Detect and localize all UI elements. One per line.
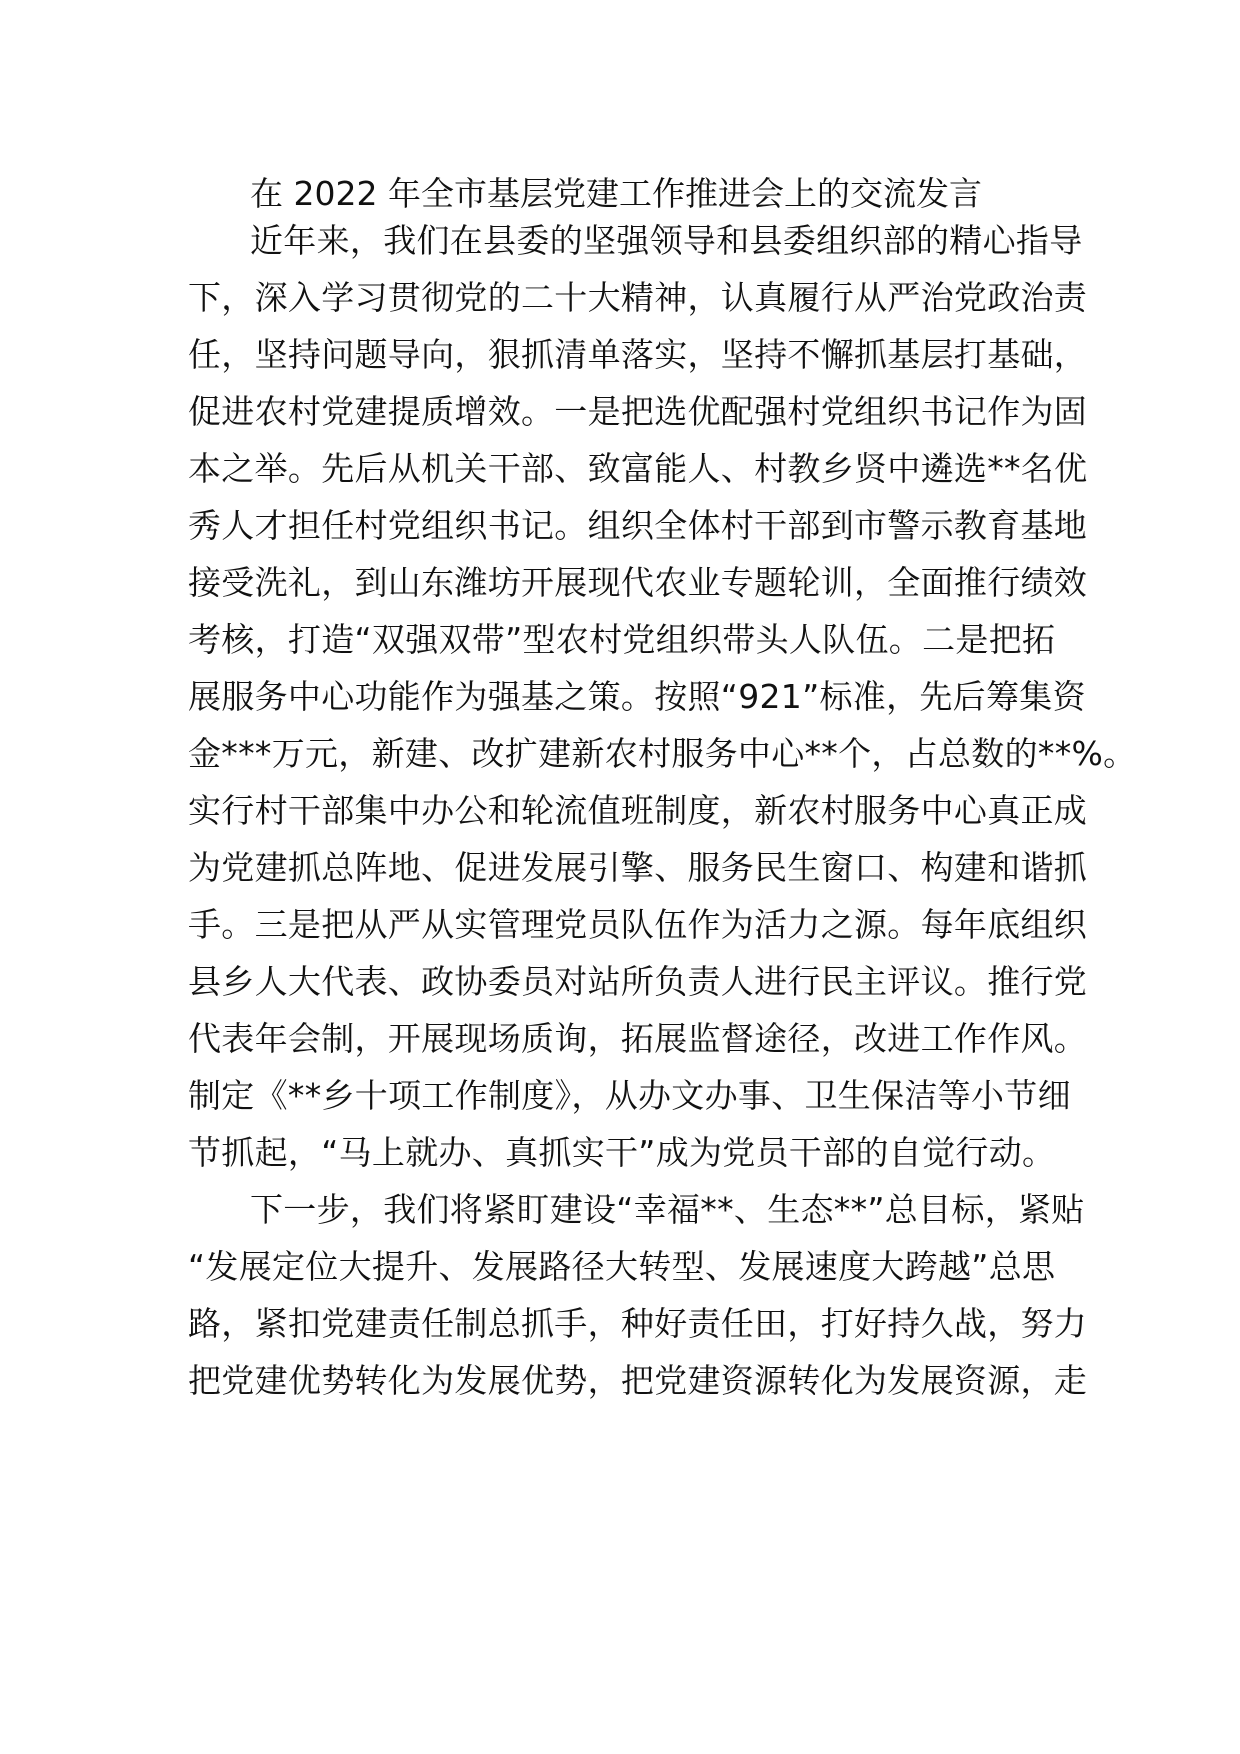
paragraph-1-line: 接受洗礼，到山东潍坊开展现代农业专题轮训，全面推行绩效	[188, 563, 1088, 602]
paragraph-1-line: 实行村干部集中办公和轮流值班制度，新农村服务中心真正成	[188, 791, 1088, 830]
paragraph-1-line: 近年来，我们在县委的坚强领导和县委组织部的精心指导	[250, 221, 1083, 260]
paragraph-2-line: 路，紧扣党建责任制总抓手，种好责任田，打好持久战，努力	[188, 1304, 1088, 1343]
paragraph-1-line: 金***万元，新建、改扩建新农村服务中心**个，占总数的**%。	[188, 734, 1137, 773]
paragraph-2-line: “发展定位大提升、发展路径大转型、发展速度大跨越”总思	[188, 1247, 1056, 1286]
paragraph-1-line: 促进农村党建提质增效。一是把选优配强村党组织书记作为固	[188, 392, 1088, 431]
paragraph-1-line: 制定《**乡十项工作制度》，从办文办事、卫生保洁等小节细	[188, 1076, 1071, 1115]
paragraph-1-line: 本之举。先后从机关干部、致富能人、村教乡贤中遴选**名优	[188, 449, 1088, 488]
paragraph-1-line: 秀人才担任村党组织书记。组织全体村干部到市警示教育基地	[188, 506, 1088, 545]
paragraph-1-line: 代表年会制，开展现场质询，拓展监督途径，改进工作作风。	[188, 1019, 1088, 1058]
paragraph-1-line: 为党建抓总阵地、促进发展引擎、服务民生窗口、构建和谐抓	[188, 848, 1088, 887]
paragraph-1-line: 县乡人大代表、政协委员对站所负责人进行民主评议。推行党	[188, 962, 1088, 1001]
document-title: 在 2022 年全市基层党建工作推进会上的交流发言	[250, 174, 982, 213]
paragraph-1-line: 节抓起，“马上就办、真抓实干”成为党员干部的自觉行动。	[188, 1133, 1056, 1172]
paragraph-1-line: 考核，打造“双强双带”型农村党组织带头人队伍。二是把拓	[188, 620, 1056, 659]
paragraph-2-line: 把党建优势转化为发展优势，把党建资源转化为发展资源，走	[188, 1361, 1088, 1400]
paragraph-1-line: 任，坚持问题导向，狠抓清单落实，坚持不懈抓基层打基础，	[188, 335, 1088, 374]
paragraph-1-line: 手。三是把从严从实管理党员队伍作为活力之源。每年底组织	[188, 905, 1088, 944]
paragraph-1-line: 展服务中心功能作为强基之策。按照“921”标准，先后筹集资	[188, 677, 1086, 716]
paragraph-1-line: 下，深入学习贯彻党的二十大精神，认真履行从严治党政治责	[188, 278, 1088, 317]
paragraph-2-line: 下一步，我们将紧盯建设“幸福**、生态**”总目标，紧贴	[250, 1190, 1085, 1229]
